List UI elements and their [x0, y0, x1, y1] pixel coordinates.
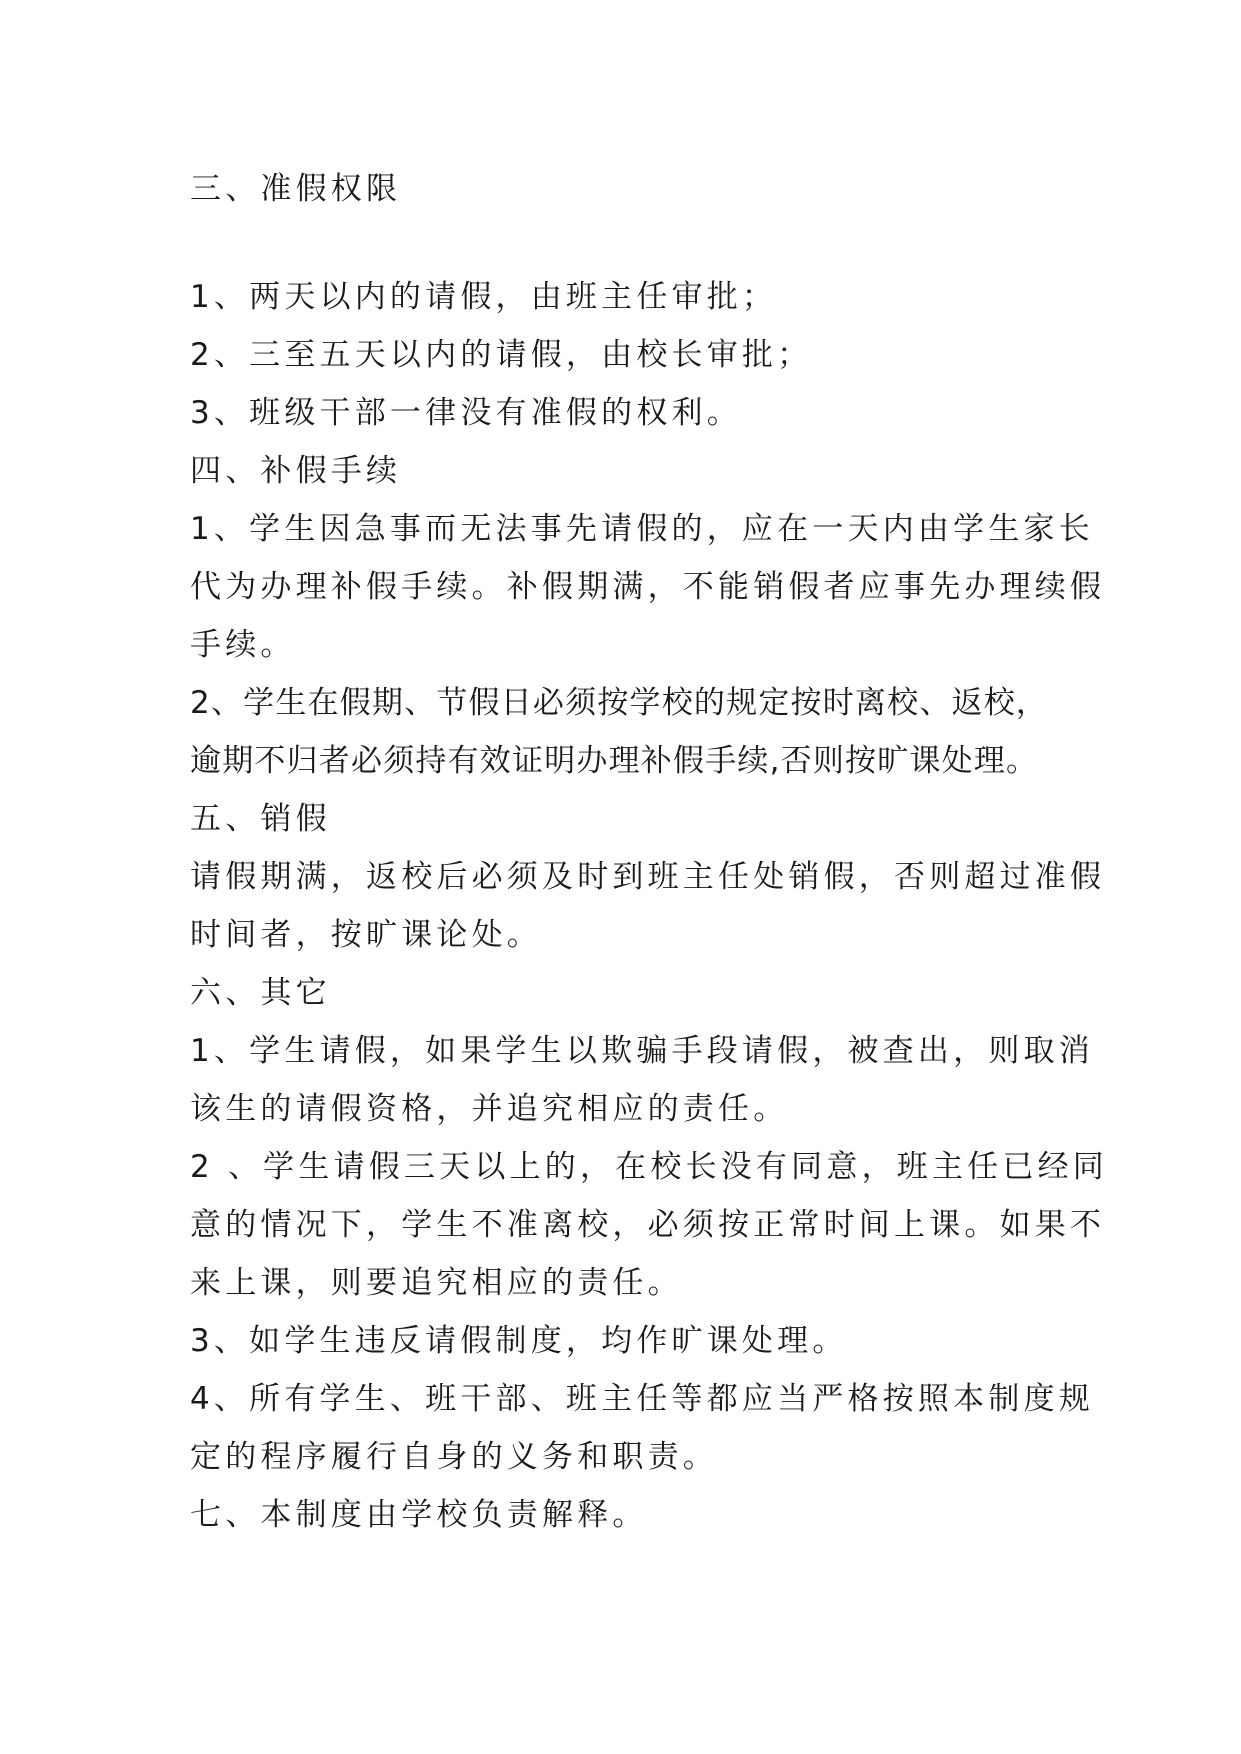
- others-item-1-line-1: 1、学生请假，如果学生以欺骗手段请假，被查出，则取消: [190, 1033, 1094, 1069]
- cancel-leave-line-2: 时间者，按旷课论处。: [190, 917, 542, 953]
- makeup-item-1-line-2: 代为办理补假手续。补假期满，不能销假者应事先办理续假: [190, 569, 1106, 605]
- section-heading-cancel-leave: 五、销假: [190, 801, 331, 837]
- others-item-2-line-3: 来上课，则要追究相应的责任。: [190, 1265, 683, 1301]
- cancel-leave-line-1: 请假期满，返校后必须及时到班主任处销假，否则超过准假: [190, 859, 1106, 895]
- makeup-item-2-line-2: 逾期不归者必须持有效证明办理补假手续,否则按旷课处理。: [190, 743, 1039, 779]
- approval-item-1: 1、两天以内的请假，由班主任审批；: [190, 279, 778, 315]
- approval-item-2: 2、三至五天以内的请假，由校长审批；: [190, 337, 813, 373]
- others-item-4-line-1: 4、所有学生、班干部、班主任等都应当严格按照本制度规: [190, 1381, 1094, 1417]
- makeup-item-1-line-1: 1、学生因急事而无法事先请假的，应在一天内由学生家长: [190, 511, 1094, 547]
- others-item-2-line-2: 意的情况下，学生不准离校，必须按正常时间上课。如果不: [190, 1207, 1106, 1243]
- section-heading-approval-authority: 三、准假权限: [190, 171, 402, 207]
- section-heading-interpretation: 七、本制度由学校负责解释。: [190, 1497, 648, 1533]
- section-heading-makeup-leave: 四、补假手续: [190, 453, 402, 489]
- document-body: [190, 160, 1108, 1544]
- others-item-4-line-2: 定的程序履行自身的义务和职责。: [190, 1439, 718, 1475]
- paragraph-gap: [190, 218, 1070, 268]
- approval-item-3: 3、班级干部一律没有准假的权利。: [190, 395, 742, 431]
- makeup-item-2-line-1: 2、学生在假期、节假日必须按学校的规定按时离校、返校，: [190, 685, 1049, 721]
- makeup-item-1-line-3: 手续。: [190, 627, 296, 663]
- others-item-2-line-1: 2 、学生请假三天以上的，在校长没有同意，班主任已经同: [190, 1149, 1108, 1185]
- section-heading-others: 六、其它: [190, 975, 331, 1011]
- others-item-3: 3、如学生违反请假制度，均作旷课处理。: [190, 1323, 848, 1359]
- others-item-1-line-2: 该生的请假资格，并追究相应的责任。: [190, 1091, 789, 1127]
